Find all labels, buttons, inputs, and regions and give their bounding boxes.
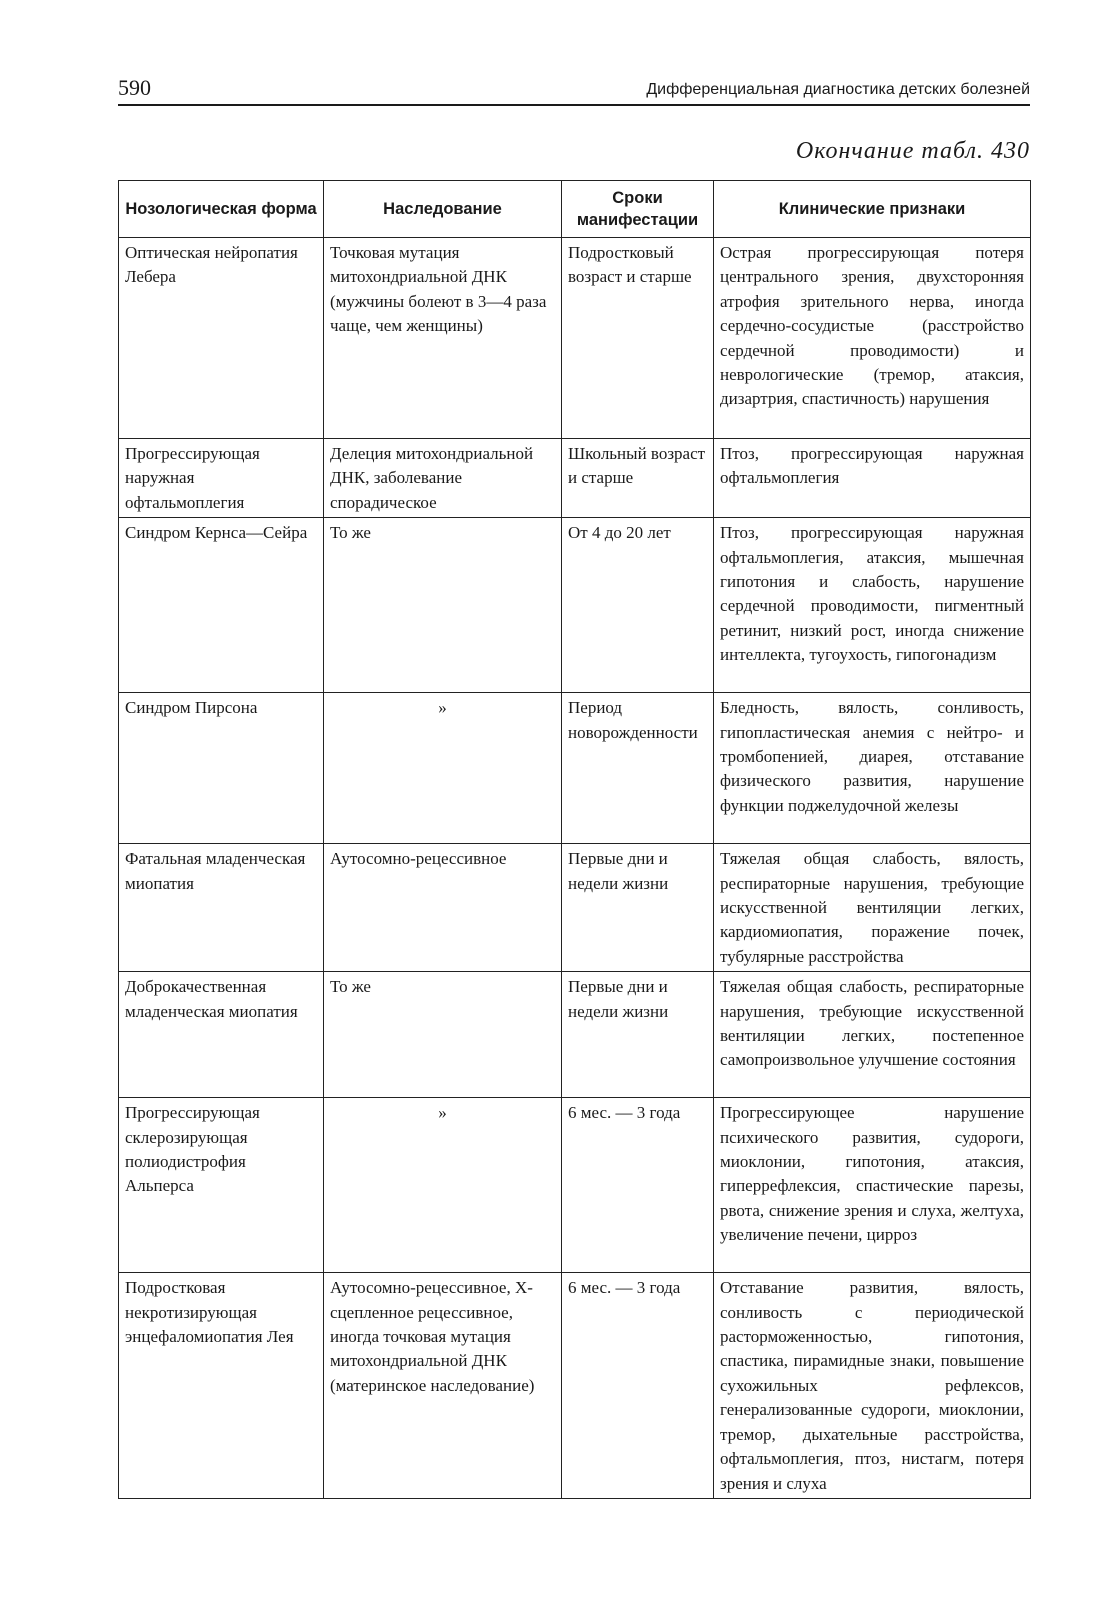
cell-onset: 6 мес. — 3 года bbox=[562, 1273, 714, 1499]
cell-signs: Тяжелая общая слабость, респираторные нарушения, требующие искусственной вентиляции легких, постепенное самопроизвольное улучшение состояния bbox=[714, 972, 1031, 1098]
cell-inheritance: То же bbox=[324, 972, 562, 1098]
cell-onset: От 4 до 20 лет bbox=[562, 518, 714, 693]
running-title: Дифференциальная диагностика детских болезней bbox=[646, 81, 1030, 98]
table-row bbox=[119, 972, 1031, 1098]
page-header bbox=[118, 76, 1030, 106]
cell-inheritance: То же bbox=[324, 518, 562, 693]
cell-onset: Подростковый возраст и старше bbox=[562, 238, 714, 439]
cell-signs: Бледность, вялость, сонливость, гипопластическая анемия с нейтро- и тромбопенией, диарея, отставание физического развития, нарушение функции поджелудочной железы bbox=[714, 693, 1031, 844]
table-row bbox=[119, 1098, 1031, 1273]
table-row bbox=[119, 693, 1031, 844]
table-row bbox=[119, 1273, 1031, 1499]
table-header-row bbox=[119, 181, 1031, 238]
cell-onset: Школьный возраст и старше bbox=[562, 439, 714, 518]
cell-inheritance: Аутосомно-рецессивное bbox=[324, 844, 562, 972]
table-row bbox=[119, 844, 1031, 972]
column-header-form: Нозологическая форма bbox=[119, 181, 324, 238]
cell-form: Прогрессирующая наружная офтальмоплегия bbox=[119, 439, 324, 518]
column-header-inheritance: Наследование bbox=[324, 181, 562, 238]
cell-form: Оптическая нейропатия Лебера bbox=[119, 238, 324, 439]
column-header-onset: Сроки манифестации bbox=[562, 181, 714, 238]
cell-signs: Птоз, прогрессирующая наружная офтальмоплегия bbox=[714, 439, 1031, 518]
cell-form: Подростковая некротизирующая энцефаломиопатия Лея bbox=[119, 1273, 324, 1499]
cell-signs: Прогрессирующее нарушение психического развития, судороги, миоклонии, гипотония, атаксия, гиперрефлексия, спастические парезы, рвота, снижение зрения и слуха, желтуха, увеличение печени, цирроз bbox=[714, 1098, 1031, 1273]
clinical-table bbox=[118, 180, 1031, 1499]
cell-onset: Первые дни и недели жизни bbox=[562, 844, 714, 972]
cell-inheritance: Аутосомно-рецессивное, Х-сцепленное рецессивное, иногда точковая мутация митохондриальной ДНК (материнское наследование) bbox=[324, 1273, 562, 1499]
cell-form: Синдром Кернса—Сейра bbox=[119, 518, 324, 693]
cell-signs: Отставание развития, вялость, сонливость с периодической расторможенностью, гипотония, спастика, пирамидные знаки, повышение сухожильных рефлексов, генерализованные судороги, миоклонии, тремор, дыхательные расстройства, офтальмоплегия, птоз, нистагм, потеря зрения и слуха bbox=[714, 1273, 1031, 1499]
cell-form: Фатальная младенческая миопатия bbox=[119, 844, 324, 972]
cell-form: Доброкачественная младенческая миопатия bbox=[119, 972, 324, 1098]
cell-inheritance: Делеция митохондриальной ДНК, заболевание спорадическое bbox=[324, 439, 562, 518]
cell-signs: Острая прогрессирующая потеря центрального зрения, двухсторонняя атрофия зрительного нерва, иногда сердечно-сосудистые (расстройство сердечной проводимости) и неврологические (тремор, атаксия, дизартрия, спастичность) нарушения bbox=[714, 238, 1031, 439]
table-row bbox=[119, 518, 1031, 693]
table-row bbox=[119, 238, 1031, 439]
column-header-signs: Клинические признаки bbox=[714, 181, 1031, 238]
cell-signs: Тяжелая общая слабость, вялость, респираторные нарушения, требующие искусственной вентиляции легких, кардиомиопатия, поражение почек, тубулярные расстройства bbox=[714, 844, 1031, 972]
cell-onset: Период новорожденности bbox=[562, 693, 714, 844]
cell-onset: 6 мес. — 3 года bbox=[562, 1098, 714, 1273]
cell-inheritance: » bbox=[324, 693, 562, 844]
cell-onset: Первые дни и недели жизни bbox=[562, 972, 714, 1098]
page-number: 590 bbox=[118, 75, 151, 100]
cell-inheritance: Точковая мутация митохондриальной ДНК (мужчины болеют в 3—4 раза чаще, чем женщины) bbox=[324, 238, 562, 439]
cell-inheritance: » bbox=[324, 1098, 562, 1273]
cell-form: Синдром Пирсона bbox=[119, 693, 324, 844]
table-caption: Окончание табл. 430 bbox=[795, 138, 1030, 164]
cell-form: Прогрессирующая склерозирующая полиодистрофия Альперса bbox=[119, 1098, 324, 1273]
table-row bbox=[119, 439, 1031, 518]
cell-signs: Птоз, прогрессирующая наружная офтальмоплегия, атаксия, мышечная гипотония и слабость, нарушение сердечной проводимости, пигментный ретинит, низкий рост, иногда снижение интеллекта, тугоухость, гипогонадизм bbox=[714, 518, 1031, 693]
